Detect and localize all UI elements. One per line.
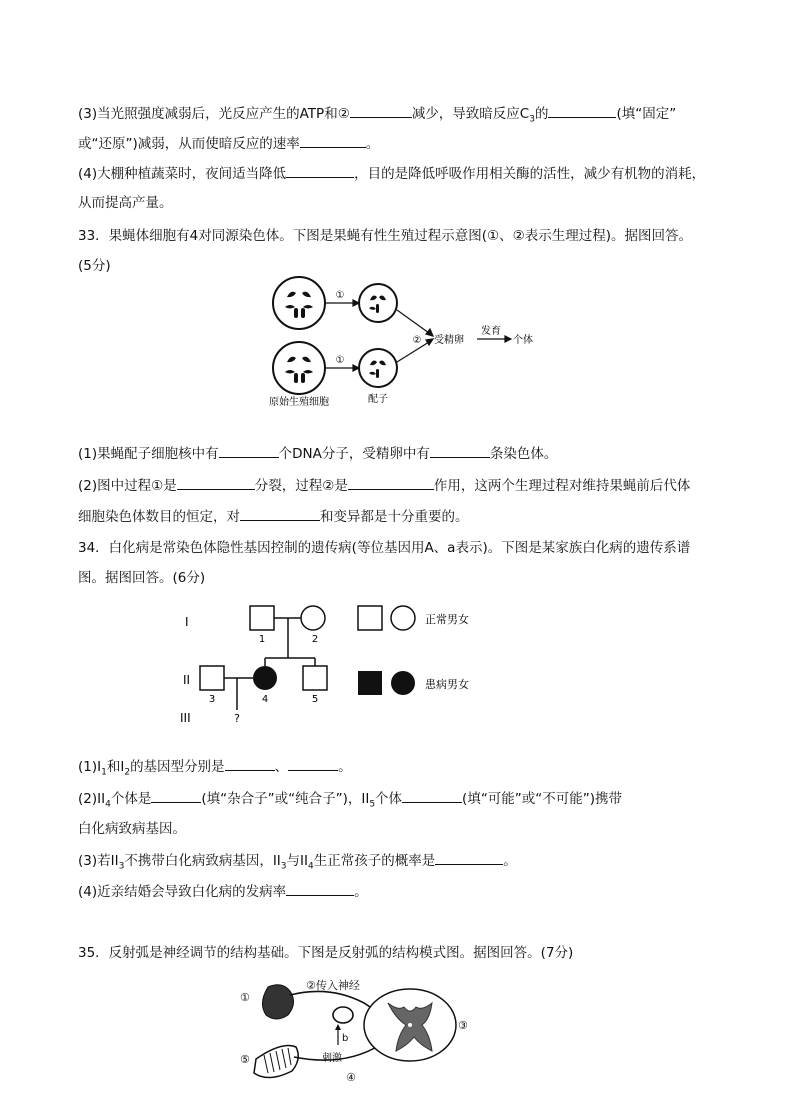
legend-affected-female bbox=[391, 671, 415, 695]
ganglion bbox=[333, 1007, 353, 1023]
receptor-icon bbox=[262, 985, 293, 1019]
gamete-bottom bbox=[359, 349, 397, 387]
q32-part3-line2: 或“还原”)减弱，从而使暗反应的速率 。 bbox=[78, 133, 379, 154]
q34-part3: (3)若$II_3$不携带白化病致病基因，$II_3$与$II_4$生正常孩子的概率是 。 bbox=[78, 850, 517, 877]
spinal-cord-icon bbox=[364, 989, 456, 1061]
svg-text:①: ① bbox=[335, 290, 345, 301]
q33-part1: (1)果蝇配子细胞核中有 个DNA分子，受精卵中有 条染色体。 bbox=[78, 443, 557, 464]
answer-blank[interactable] bbox=[286, 163, 354, 178]
q32-part4-line1: (4)大棚种植蔬菜时，夜间适当降低 ，目的是降低呼吸作用相关酶的活性，减少有机物的消耗， bbox=[78, 163, 705, 184]
answer-blank[interactable] bbox=[286, 881, 354, 896]
svg-text:发育: 发育 bbox=[481, 326, 501, 337]
pedigree-II3 bbox=[200, 666, 224, 690]
q33-part2-line1: (2)图中过程①是 分裂，过程②是 作用，这两个生理过程对维持果蝇前后代体 bbox=[78, 475, 690, 496]
pedigree-diagram bbox=[175, 600, 495, 728]
q35-stem: 35．反射弧是神经调节的结构基础。下图是反射弧的结构模式图。据图回答。(7分) bbox=[78, 945, 574, 961]
reflex-arc-diagram bbox=[238, 975, 478, 1087]
q32-part4-line2: 从而提高产量。 bbox=[78, 195, 173, 211]
answer-blank[interactable] bbox=[548, 103, 616, 118]
answer-blank[interactable] bbox=[177, 475, 255, 490]
q34-stem-line2: 图。据图回答。(6分) bbox=[78, 570, 206, 586]
pedigree-I1 bbox=[250, 606, 274, 630]
q34-stem-line1: 34．白化病是常染色体隐性基因控制的遗传病(等位基因用A、a表示)。下图是某家族白化病的遗传系谱 bbox=[78, 540, 691, 556]
svg-text:正常男女: 正常男女 bbox=[425, 613, 469, 626]
answer-blank[interactable] bbox=[402, 788, 462, 803]
answer-blank[interactable] bbox=[435, 850, 503, 865]
q34-part1: $(1)I_1$和$I_2$的基因型分别是 、 。 bbox=[78, 756, 352, 783]
q33-stem-line1: 33．果蝇体细胞有4对同源染色体。下图是果蝇有性生殖过程示意图(①、②表示生理过程)。据图回答。 bbox=[78, 228, 693, 244]
germ-cell-bottom bbox=[273, 342, 325, 394]
q34-part4: (4)近亲结婚会导致白化病的发病率 。 bbox=[78, 881, 368, 902]
svg-text:4: 4 bbox=[261, 694, 269, 705]
legend-normal-female bbox=[391, 606, 415, 630]
svg-text:3: 3 bbox=[208, 694, 216, 705]
effector-muscle-icon bbox=[254, 1046, 298, 1078]
svg-text:1: 1 bbox=[258, 634, 266, 645]
legend-normal-male bbox=[358, 606, 382, 630]
svg-text:配子: 配子 bbox=[368, 394, 388, 405]
legend-affected-male bbox=[358, 671, 382, 695]
answer-blank[interactable] bbox=[430, 443, 490, 458]
svg-text:①: ① bbox=[240, 991, 250, 1004]
answer-blank[interactable] bbox=[240, 506, 320, 521]
svg-text:III: III bbox=[180, 711, 191, 725]
gamete-top bbox=[359, 284, 397, 322]
answer-blank[interactable] bbox=[348, 475, 434, 490]
q33-stem-line2: (5分) bbox=[78, 258, 111, 274]
svg-text:I: I bbox=[185, 615, 189, 629]
svg-text:原始生殖细胞: 原始生殖细胞 bbox=[269, 397, 329, 408]
reproduction-diagram bbox=[265, 270, 550, 410]
svg-text:?: ? bbox=[234, 712, 240, 725]
svg-text:②: ② bbox=[412, 335, 422, 346]
answer-blank[interactable] bbox=[350, 103, 412, 118]
svg-text:④: ④ bbox=[346, 1071, 356, 1084]
svg-text:②传入神经: ②传入神经 bbox=[306, 979, 360, 992]
answer-blank[interactable] bbox=[219, 443, 279, 458]
svg-text:5: 5 bbox=[311, 694, 319, 705]
answer-blank[interactable] bbox=[225, 756, 275, 771]
q34-part2-line1: $(2)II_4$个体是 (填“杂合子”或“纯合子”)，$II_5$个体 (填“可能”或“不可能”)携带 bbox=[78, 788, 622, 815]
answer-blank[interactable] bbox=[288, 756, 338, 771]
svg-text:①: ① bbox=[335, 355, 345, 366]
svg-text:刺激: 刺激 bbox=[322, 1053, 342, 1064]
q32-part3-line1: (3)当光照强度减弱后，光反应产生的ATP和② 减少，导致暗反应$C_3$的 (填“固定” bbox=[78, 103, 676, 130]
pedigree-I2 bbox=[301, 606, 325, 630]
pedigree-II5 bbox=[303, 666, 327, 690]
q34-part2-line2: 白化病致病基因。 bbox=[78, 821, 186, 837]
svg-text:个体: 个体 bbox=[513, 335, 533, 346]
chromosomes-icon bbox=[285, 292, 386, 383]
germ-cell-top bbox=[273, 277, 325, 329]
svg-text:③: ③ bbox=[458, 1019, 468, 1032]
answer-blank[interactable] bbox=[300, 133, 366, 148]
q33-part2-line2: 细胞染色体数目的恒定，对 和变异都是十分重要的。 bbox=[78, 506, 469, 527]
svg-text:II: II bbox=[183, 673, 191, 687]
answer-blank[interactable] bbox=[151, 788, 201, 803]
svg-text:患病男女: 患病男女 bbox=[425, 678, 469, 691]
svg-text:⑤: ⑤ bbox=[240, 1053, 250, 1066]
pedigree-II4 bbox=[253, 666, 277, 690]
svg-text:2: 2 bbox=[311, 634, 319, 645]
svg-text:b: b bbox=[342, 1033, 349, 1044]
svg-text:受精卵: 受精卵 bbox=[434, 335, 464, 346]
